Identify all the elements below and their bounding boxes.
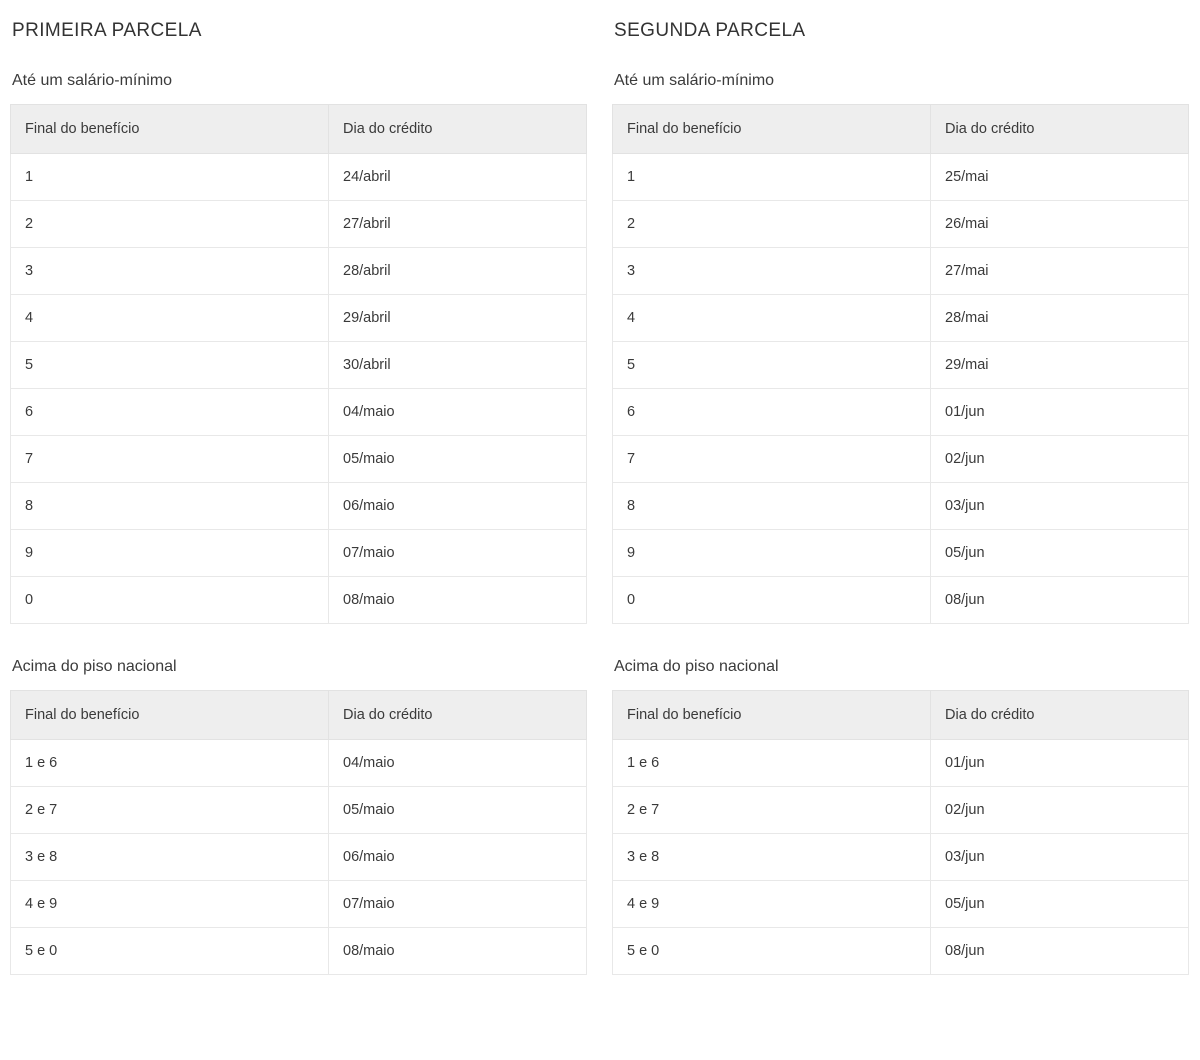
cell-dia: 08/jun xyxy=(931,928,1189,975)
credit-table xyxy=(10,690,587,975)
cell-dia: 04/maio xyxy=(329,389,587,436)
cell-dia: 01/jun xyxy=(931,740,1189,787)
table-header-row xyxy=(11,105,587,154)
cell-dia: 08/maio xyxy=(329,928,587,975)
cell-dia: 29/abril xyxy=(329,295,587,342)
cell-dia: 05/jun xyxy=(931,881,1189,928)
cell-dia: 03/jun xyxy=(931,483,1189,530)
cell-final: 6 xyxy=(11,389,329,436)
cell-final: 0 xyxy=(613,577,931,624)
table-row xyxy=(613,295,1189,342)
table-row xyxy=(613,436,1189,483)
table-row xyxy=(11,834,587,881)
cell-final: 5 e 0 xyxy=(613,928,931,975)
table-row xyxy=(11,154,587,201)
table-header-row xyxy=(613,691,1189,740)
cell-final: 5 e 0 xyxy=(11,928,329,975)
cell-dia: 27/abril xyxy=(329,201,587,248)
table-row xyxy=(613,530,1189,577)
cell-final: 4 xyxy=(11,295,329,342)
column-header-dia-credito: Dia do crédito xyxy=(329,105,587,154)
cell-dia: 02/jun xyxy=(931,436,1189,483)
section-heading: Acima do piso nacional xyxy=(12,658,177,675)
cell-final: 3 xyxy=(613,248,931,295)
cell-dia: 29/mai xyxy=(931,342,1189,389)
column-header-dia-credito: Dia do crédito xyxy=(931,691,1189,740)
credit-table xyxy=(612,690,1189,975)
section-heading: Até um salário-mínimo xyxy=(614,72,775,89)
column-title: SEGUNDA PARCELA xyxy=(614,20,806,41)
cell-dia: 06/maio xyxy=(329,834,587,881)
table-row xyxy=(11,436,587,483)
cell-dia: 27/mai xyxy=(931,248,1189,295)
column-title: PRIMEIRA PARCELA xyxy=(12,20,202,41)
cell-final: 2 e 7 xyxy=(11,787,329,834)
cell-final: 4 e 9 xyxy=(11,881,329,928)
cell-final: 3 e 8 xyxy=(11,834,329,881)
table-row xyxy=(11,530,587,577)
cell-final: 4 e 9 xyxy=(613,881,931,928)
cell-dia: 24/abril xyxy=(329,154,587,201)
table-row xyxy=(11,577,587,624)
table-row xyxy=(613,928,1189,975)
table-row xyxy=(11,342,587,389)
cell-final: 7 xyxy=(613,436,931,483)
cell-dia: 05/jun xyxy=(931,530,1189,577)
table-row xyxy=(11,787,587,834)
cell-dia: 01/jun xyxy=(931,389,1189,436)
cell-dia: 06/maio xyxy=(329,483,587,530)
cell-final: 9 xyxy=(11,530,329,577)
table-row xyxy=(11,881,587,928)
cell-final: 8 xyxy=(613,483,931,530)
cell-dia: 07/maio xyxy=(329,881,587,928)
cell-dia: 26/mai xyxy=(931,201,1189,248)
table-row xyxy=(613,577,1189,624)
cell-final: 3 xyxy=(11,248,329,295)
cell-final: 9 xyxy=(613,530,931,577)
table-row xyxy=(11,248,587,295)
cell-final: 4 xyxy=(613,295,931,342)
cell-final: 2 e 7 xyxy=(613,787,931,834)
cell-final: 0 xyxy=(11,577,329,624)
column-segunda-parcela xyxy=(612,14,1188,1060)
section-heading: Até um salário-mínimo xyxy=(12,72,173,89)
table-row xyxy=(613,201,1189,248)
cell-dia: 07/maio xyxy=(329,530,587,577)
cell-dia: 08/maio xyxy=(329,577,587,624)
cell-final: 1 e 6 xyxy=(613,740,931,787)
table-row xyxy=(613,834,1189,881)
table-row xyxy=(11,928,587,975)
column-header-final-beneficio: Final do benefício xyxy=(613,691,931,740)
cell-final: 8 xyxy=(11,483,329,530)
cell-final: 7 xyxy=(11,436,329,483)
column-header-dia-credito: Dia do crédito xyxy=(329,691,587,740)
table-row xyxy=(11,740,587,787)
column-header-final-beneficio: Final do benefício xyxy=(11,691,329,740)
table-row xyxy=(11,483,587,530)
table-header-row xyxy=(613,105,1189,154)
cell-dia: 03/jun xyxy=(931,834,1189,881)
cell-final: 5 xyxy=(613,342,931,389)
table-row xyxy=(11,389,587,436)
table-row xyxy=(11,201,587,248)
cell-dia: 05/maio xyxy=(329,787,587,834)
cell-final: 1 xyxy=(613,154,931,201)
table-row xyxy=(613,342,1189,389)
cell-dia: 28/mai xyxy=(931,295,1189,342)
cell-dia: 30/abril xyxy=(329,342,587,389)
cell-dia: 05/maio xyxy=(329,436,587,483)
column-primeira-parcela xyxy=(10,14,586,1060)
table-row xyxy=(613,483,1189,530)
table-row xyxy=(613,154,1189,201)
cell-final: 2 xyxy=(11,201,329,248)
credit-table xyxy=(612,104,1189,624)
table-row xyxy=(11,295,587,342)
column-header-final-beneficio: Final do benefício xyxy=(613,105,931,154)
section-heading: Acima do piso nacional xyxy=(614,658,779,675)
cell-final: 6 xyxy=(613,389,931,436)
cell-final: 1 e 6 xyxy=(11,740,329,787)
cell-dia: 04/maio xyxy=(329,740,587,787)
cell-dia: 08/jun xyxy=(931,577,1189,624)
table-header-row xyxy=(11,691,587,740)
cell-final: 2 xyxy=(613,201,931,248)
table-row xyxy=(613,740,1189,787)
cell-dia: 25/mai xyxy=(931,154,1189,201)
cell-dia: 28/abril xyxy=(329,248,587,295)
table-row xyxy=(613,389,1189,436)
cell-final: 3 e 8 xyxy=(613,834,931,881)
table-row xyxy=(613,787,1189,834)
table-row xyxy=(613,248,1189,295)
cell-dia: 02/jun xyxy=(931,787,1189,834)
column-header-dia-credito: Dia do crédito xyxy=(931,105,1189,154)
credit-table xyxy=(10,104,587,624)
column-header-final-beneficio: Final do benefício xyxy=(11,105,329,154)
cell-final: 1 xyxy=(11,154,329,201)
cell-final: 5 xyxy=(11,342,329,389)
table-row xyxy=(613,881,1189,928)
